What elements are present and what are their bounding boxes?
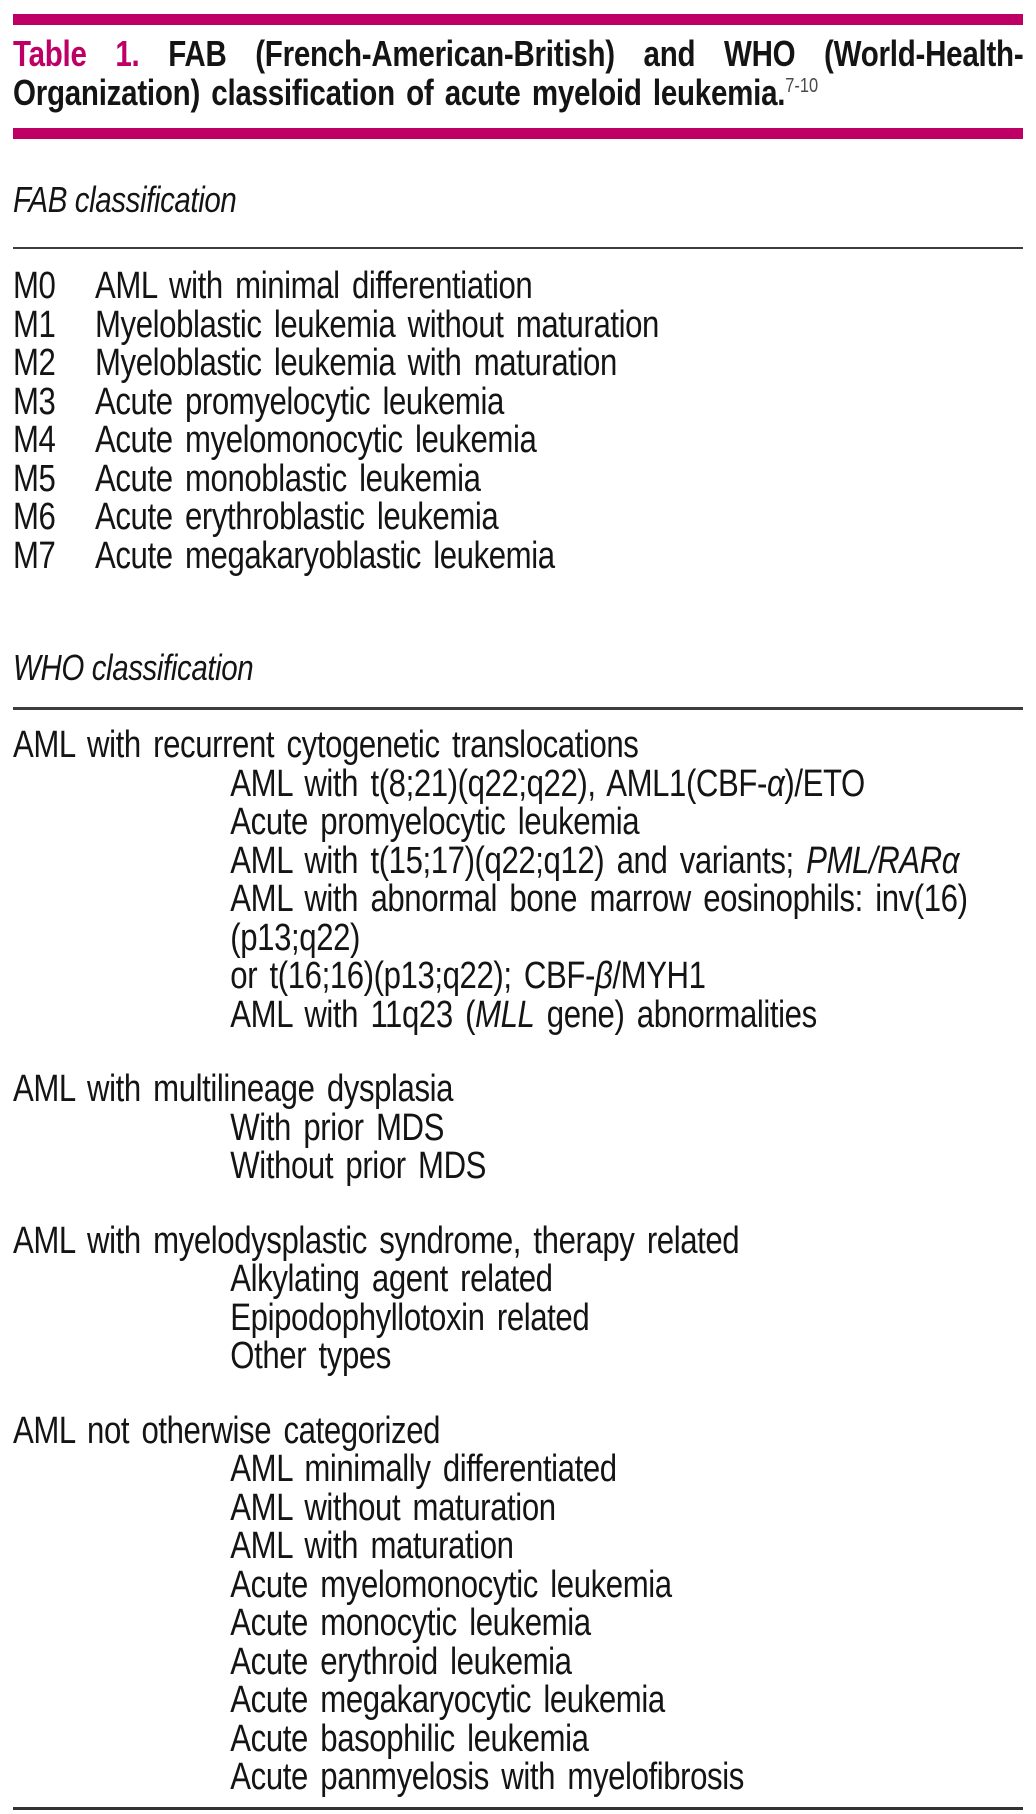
who-item xyxy=(230,839,1023,882)
text-run: Acute promyelocytic leukemia xyxy=(230,801,640,843)
fab-row xyxy=(13,457,1023,500)
who-item xyxy=(230,993,1023,1036)
text-run: Acute monocytic leukemia xyxy=(230,1602,591,1644)
who-item xyxy=(230,1337,1023,1376)
who-groups xyxy=(13,726,1023,1797)
fab-code: M4 xyxy=(13,419,56,461)
fab-row xyxy=(13,534,1023,577)
table-title-text-1: FAB (French-American-British) and WHO (World-Health- xyxy=(168,33,1024,74)
italic-gene-symbol: PML/RARα xyxy=(806,839,960,882)
table-number-label: Table 1. xyxy=(13,33,140,74)
who-item-list xyxy=(13,762,1023,1036)
who-item xyxy=(230,1563,1023,1606)
fab-description: AML with minimal differentiation xyxy=(95,265,533,307)
table-title-line1 xyxy=(13,34,1023,73)
text-run: AML with t(8;21)(q22;q22), AML1(CBF- xyxy=(230,762,768,805)
fab-code: M2 xyxy=(13,342,56,384)
who-group-label xyxy=(13,726,1023,765)
section-heading-fab: FAB classification xyxy=(13,179,237,220)
text-run: AML with recurrent cytogenetic translocations xyxy=(13,724,639,766)
fab-description: Acute promyelocytic leukemia xyxy=(95,380,504,423)
who-group-label xyxy=(13,1409,1023,1452)
fab-description: Acute myelomonocytic leukemia xyxy=(95,419,537,461)
fab-code: M5 xyxy=(13,457,56,500)
fab-description: Myeloblastic leukemia without maturation xyxy=(95,303,659,346)
text-run: AML with t(15;17)(q22;q12) and variants; xyxy=(230,839,807,882)
reference-superscript: 7-10 xyxy=(785,75,819,97)
divider-rule-bottom xyxy=(13,1807,1023,1810)
text-run: or t(16;16)(p13;q22); CBF- xyxy=(230,955,595,997)
who-item xyxy=(230,1296,1023,1339)
who-group-label xyxy=(13,1219,1023,1262)
who-item xyxy=(230,1640,1023,1683)
text-run: With prior MDS xyxy=(230,1106,444,1149)
fab-code: M0 xyxy=(13,265,56,307)
who-item xyxy=(230,1450,1023,1489)
italic-gene-symbol: α xyxy=(767,762,785,805)
italic-gene-symbol: β xyxy=(594,955,613,997)
italic-gene-symbol: MLL xyxy=(475,993,535,1036)
text-run: Acute basophilic leukemia xyxy=(230,1717,589,1760)
who-item xyxy=(230,1527,1023,1566)
text-run: AML with maturation xyxy=(230,1525,514,1567)
fab-row xyxy=(13,303,1023,346)
text-run: Acute erythroid leukemia xyxy=(230,1640,572,1683)
fab-row xyxy=(13,498,1023,537)
accent-bar-bottom xyxy=(13,128,1023,139)
text-run: gene) abnormalities xyxy=(534,993,817,1036)
who-group xyxy=(13,1409,1023,1798)
text-run: Acute panmyelosis with myelofibrosis xyxy=(230,1756,744,1798)
who-item-list xyxy=(13,1106,1023,1187)
table-page xyxy=(0,14,1036,1810)
text-run: Acute megakaryocytic leukemia xyxy=(230,1679,665,1721)
text-run: AML without maturation xyxy=(230,1486,556,1529)
who-group xyxy=(13,1070,1023,1186)
who-group xyxy=(13,1219,1023,1377)
fab-row xyxy=(13,421,1023,460)
divider-rule-fab xyxy=(13,247,1023,249)
table-title-line2 xyxy=(13,73,1023,112)
who-item xyxy=(230,803,1023,842)
text-run: Without prior MDS xyxy=(230,1145,487,1187)
fab-row xyxy=(13,344,1023,383)
table-title-text-2: Organization) classification of acute myeloid leukemia. xyxy=(13,72,786,113)
fab-code: M3 xyxy=(13,380,56,423)
fab-code: M1 xyxy=(13,303,56,346)
who-group-label xyxy=(13,1070,1023,1109)
who-item xyxy=(230,1147,1023,1186)
fab-rows xyxy=(13,267,1023,575)
who-group xyxy=(13,726,1023,1034)
who-item-list xyxy=(13,1260,1023,1376)
who-item xyxy=(230,1486,1023,1529)
who-item-list xyxy=(13,1450,1023,1797)
fab-description: Acute erythroblastic leukemia xyxy=(95,496,499,538)
text-run: )/ETO xyxy=(784,762,865,805)
text-run: Epipodophyllotoxin related xyxy=(230,1296,590,1339)
fab-row xyxy=(13,267,1023,306)
fab-description: Myeloblastic leukemia with maturation xyxy=(95,342,617,384)
fab-code: M7 xyxy=(13,534,56,577)
text-run: Alkylating agent related xyxy=(230,1258,553,1300)
text-run: AML with multilineage dysplasia xyxy=(13,1068,454,1110)
who-item xyxy=(230,1758,1023,1797)
text-run: Acute myelomonocytic leukemia xyxy=(230,1563,672,1606)
text-run: /MYH1 xyxy=(612,955,706,997)
fab-description: Acute megakaryoblastic leukemia xyxy=(95,534,555,577)
fab-code: M6 xyxy=(13,496,56,538)
divider-rule-who xyxy=(13,707,1023,710)
text-run: AML minimally differentiated xyxy=(230,1448,617,1490)
who-item xyxy=(230,1260,1023,1299)
text-run: Other types xyxy=(230,1335,391,1377)
accent-bar-top xyxy=(13,14,1023,25)
who-item xyxy=(230,880,1023,996)
who-item xyxy=(230,1717,1023,1760)
section-heading-who: WHO classification xyxy=(13,647,254,688)
who-item xyxy=(230,1106,1023,1149)
fab-description: Acute monoblastic leukemia xyxy=(95,457,481,500)
fab-row xyxy=(13,380,1023,423)
table-title xyxy=(13,34,1023,112)
text-run: AML with 11q23 ( xyxy=(230,993,476,1036)
text-run: AML with abnormal bone marrow eosinophils: inv(16)(p13;q22) xyxy=(230,878,968,959)
who-item xyxy=(230,762,1023,805)
who-item xyxy=(230,1604,1023,1643)
who-item xyxy=(230,1681,1023,1720)
text-run: AML not otherwise categorized xyxy=(13,1409,441,1452)
text-run: AML with myelodysplastic syndrome, therapy related xyxy=(13,1219,740,1262)
